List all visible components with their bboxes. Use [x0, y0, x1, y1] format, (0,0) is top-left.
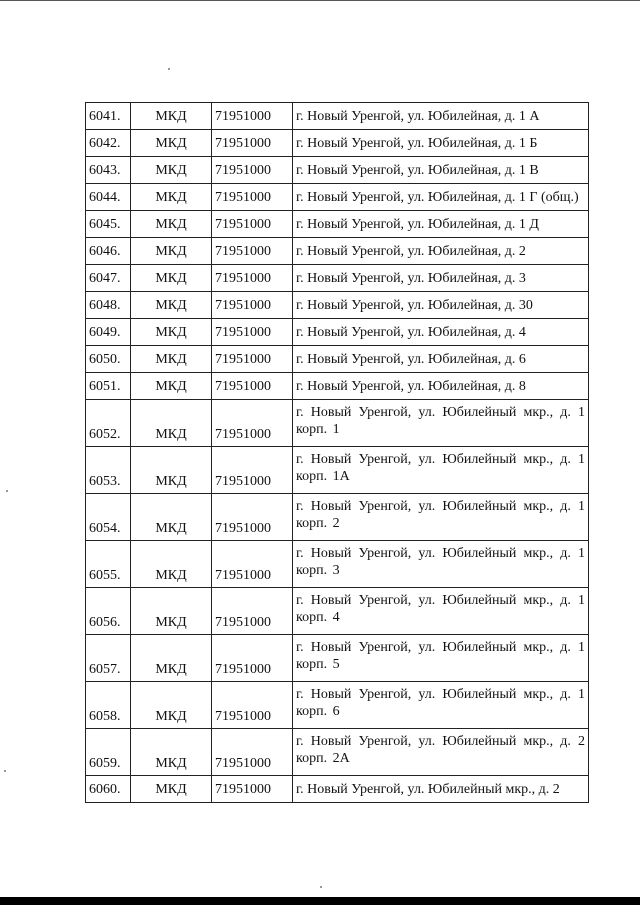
address: г. Новый Уренгой, ул. Юбилейный мкр., д. 2 корп. 2А	[293, 729, 589, 776]
address: г. Новый Уренгой, ул. Юбилейная, д. 3	[293, 265, 589, 292]
object-type: МКД	[131, 588, 212, 635]
oktmo-code: 71951000	[212, 494, 293, 541]
address: г. Новый Уренгой, ул. Юбилейная, д. 2	[293, 238, 589, 265]
table-row	[86, 729, 589, 776]
object-type: МКД	[131, 319, 212, 346]
address: г. Новый Уренгой, ул. Юбилейная, д. 1 В	[293, 157, 589, 184]
oktmo-code: 71951000	[212, 635, 293, 682]
address: г. Новый Уренгой, ул. Юбилейный мкр., д. 1 корп. 6	[293, 682, 589, 729]
row-number: 6058.	[86, 682, 131, 729]
table-row	[86, 588, 589, 635]
address: г. Новый Уренгой, ул. Юбилейная, д. 6	[293, 346, 589, 373]
address: г. Новый Уренгой, ул. Юбилейный мкр., д. 1 корп. 2	[293, 494, 589, 541]
table-row	[86, 130, 589, 157]
oktmo-code: 71951000	[212, 157, 293, 184]
row-number: 6060.	[86, 776, 131, 803]
object-type: МКД	[131, 776, 212, 803]
address: г. Новый Уренгой, ул. Юбилейный мкр., д. 1 корп. 3	[293, 541, 589, 588]
table-row	[86, 373, 589, 400]
address: г. Новый Уренгой, ул. Юбилейный мкр., д. 1 корп. 1А	[293, 447, 589, 494]
address: г. Новый Уренгой, ул. Юбилейный мкр., д. 1 корп. 4	[293, 588, 589, 635]
scan-speck	[4, 770, 6, 772]
address: г. Новый Уренгой, ул. Юбилейная, д. 8	[293, 373, 589, 400]
oktmo-code: 71951000	[212, 319, 293, 346]
oktmo-code: 71951000	[212, 776, 293, 803]
row-number: 6050.	[86, 346, 131, 373]
object-type: МКД	[131, 682, 212, 729]
oktmo-code: 71951000	[212, 103, 293, 130]
table-row	[86, 238, 589, 265]
oktmo-code: 71951000	[212, 238, 293, 265]
row-number: 6057.	[86, 635, 131, 682]
object-type: МКД	[131, 184, 212, 211]
table-row	[86, 184, 589, 211]
object-type: МКД	[131, 729, 212, 776]
table-row	[86, 346, 589, 373]
row-number: 6047.	[86, 265, 131, 292]
row-number: 6054.	[86, 494, 131, 541]
table-row	[86, 776, 589, 803]
object-type: МКД	[131, 494, 212, 541]
row-number: 6056.	[86, 588, 131, 635]
object-type: МКД	[131, 635, 212, 682]
object-type: МКД	[131, 292, 212, 319]
row-number: 6048.	[86, 292, 131, 319]
address: г. Новый Уренгой, ул. Юбилейный мкр., д. 2	[293, 776, 589, 803]
address: г. Новый Уренгой, ул. Юбилейная, д. 1 А	[293, 103, 589, 130]
page-bottom-edge	[0, 897, 640, 905]
address: г. Новый Уренгой, ул. Юбилейный мкр., д. 1 корп. 5	[293, 635, 589, 682]
address: г. Новый Уренгой, ул. Юбилейная, д. 1 Д	[293, 211, 589, 238]
table-row	[86, 265, 589, 292]
row-number: 6053.	[86, 447, 131, 494]
table-row	[86, 211, 589, 238]
row-number: 6049.	[86, 319, 131, 346]
row-number: 6051.	[86, 373, 131, 400]
object-type: МКД	[131, 157, 212, 184]
oktmo-code: 71951000	[212, 373, 293, 400]
oktmo-code: 71951000	[212, 541, 293, 588]
row-number: 6059.	[86, 729, 131, 776]
oktmo-code: 71951000	[212, 346, 293, 373]
object-type: МКД	[131, 447, 212, 494]
table-row	[86, 400, 589, 447]
oktmo-code: 71951000	[212, 211, 293, 238]
address: г. Новый Уренгой, ул. Юбилейный мкр., д. 1 корп. 1	[293, 400, 589, 447]
object-type: МКД	[131, 265, 212, 292]
oktmo-code: 71951000	[212, 130, 293, 157]
object-type: МКД	[131, 400, 212, 447]
address: г. Новый Уренгой, ул. Юбилейная, д. 4	[293, 319, 589, 346]
table-row	[86, 292, 589, 319]
table-row	[86, 494, 589, 541]
oktmo-code: 71951000	[212, 292, 293, 319]
oktmo-code: 71951000	[212, 682, 293, 729]
oktmo-code: 71951000	[212, 447, 293, 494]
scan-speck	[168, 68, 170, 70]
oktmo-code: 71951000	[212, 400, 293, 447]
row-number: 6044.	[86, 184, 131, 211]
address: г. Новый Уренгой, ул. Юбилейная, д. 1 Г (общ.)	[293, 184, 589, 211]
row-number: 6042.	[86, 130, 131, 157]
oktmo-code: 71951000	[212, 184, 293, 211]
registry-table	[85, 102, 589, 803]
table-row	[86, 319, 589, 346]
address: г. Новый Уренгой, ул. Юбилейная, д. 1 Б	[293, 130, 589, 157]
oktmo-code: 71951000	[212, 729, 293, 776]
address: г. Новый Уренгой, ул. Юбилейная, д. 30	[293, 292, 589, 319]
row-number: 6041.	[86, 103, 131, 130]
object-type: МКД	[131, 211, 212, 238]
table-row	[86, 447, 589, 494]
row-number: 6043.	[86, 157, 131, 184]
table-row	[86, 682, 589, 729]
row-number: 6045.	[86, 211, 131, 238]
row-number: 6055.	[86, 541, 131, 588]
object-type: МКД	[131, 238, 212, 265]
object-type: МКД	[131, 103, 212, 130]
object-type: МКД	[131, 373, 212, 400]
scan-speck	[6, 490, 8, 492]
row-number: 6046.	[86, 238, 131, 265]
oktmo-code: 71951000	[212, 265, 293, 292]
table-row	[86, 635, 589, 682]
table-row	[86, 103, 589, 130]
table-row	[86, 541, 589, 588]
page-top-edge	[0, 0, 640, 1]
row-number: 6052.	[86, 400, 131, 447]
oktmo-code: 71951000	[212, 588, 293, 635]
object-type: МКД	[131, 541, 212, 588]
table-row	[86, 157, 589, 184]
object-type: МКД	[131, 346, 212, 373]
scan-speck	[320, 886, 322, 888]
object-type: МКД	[131, 130, 212, 157]
